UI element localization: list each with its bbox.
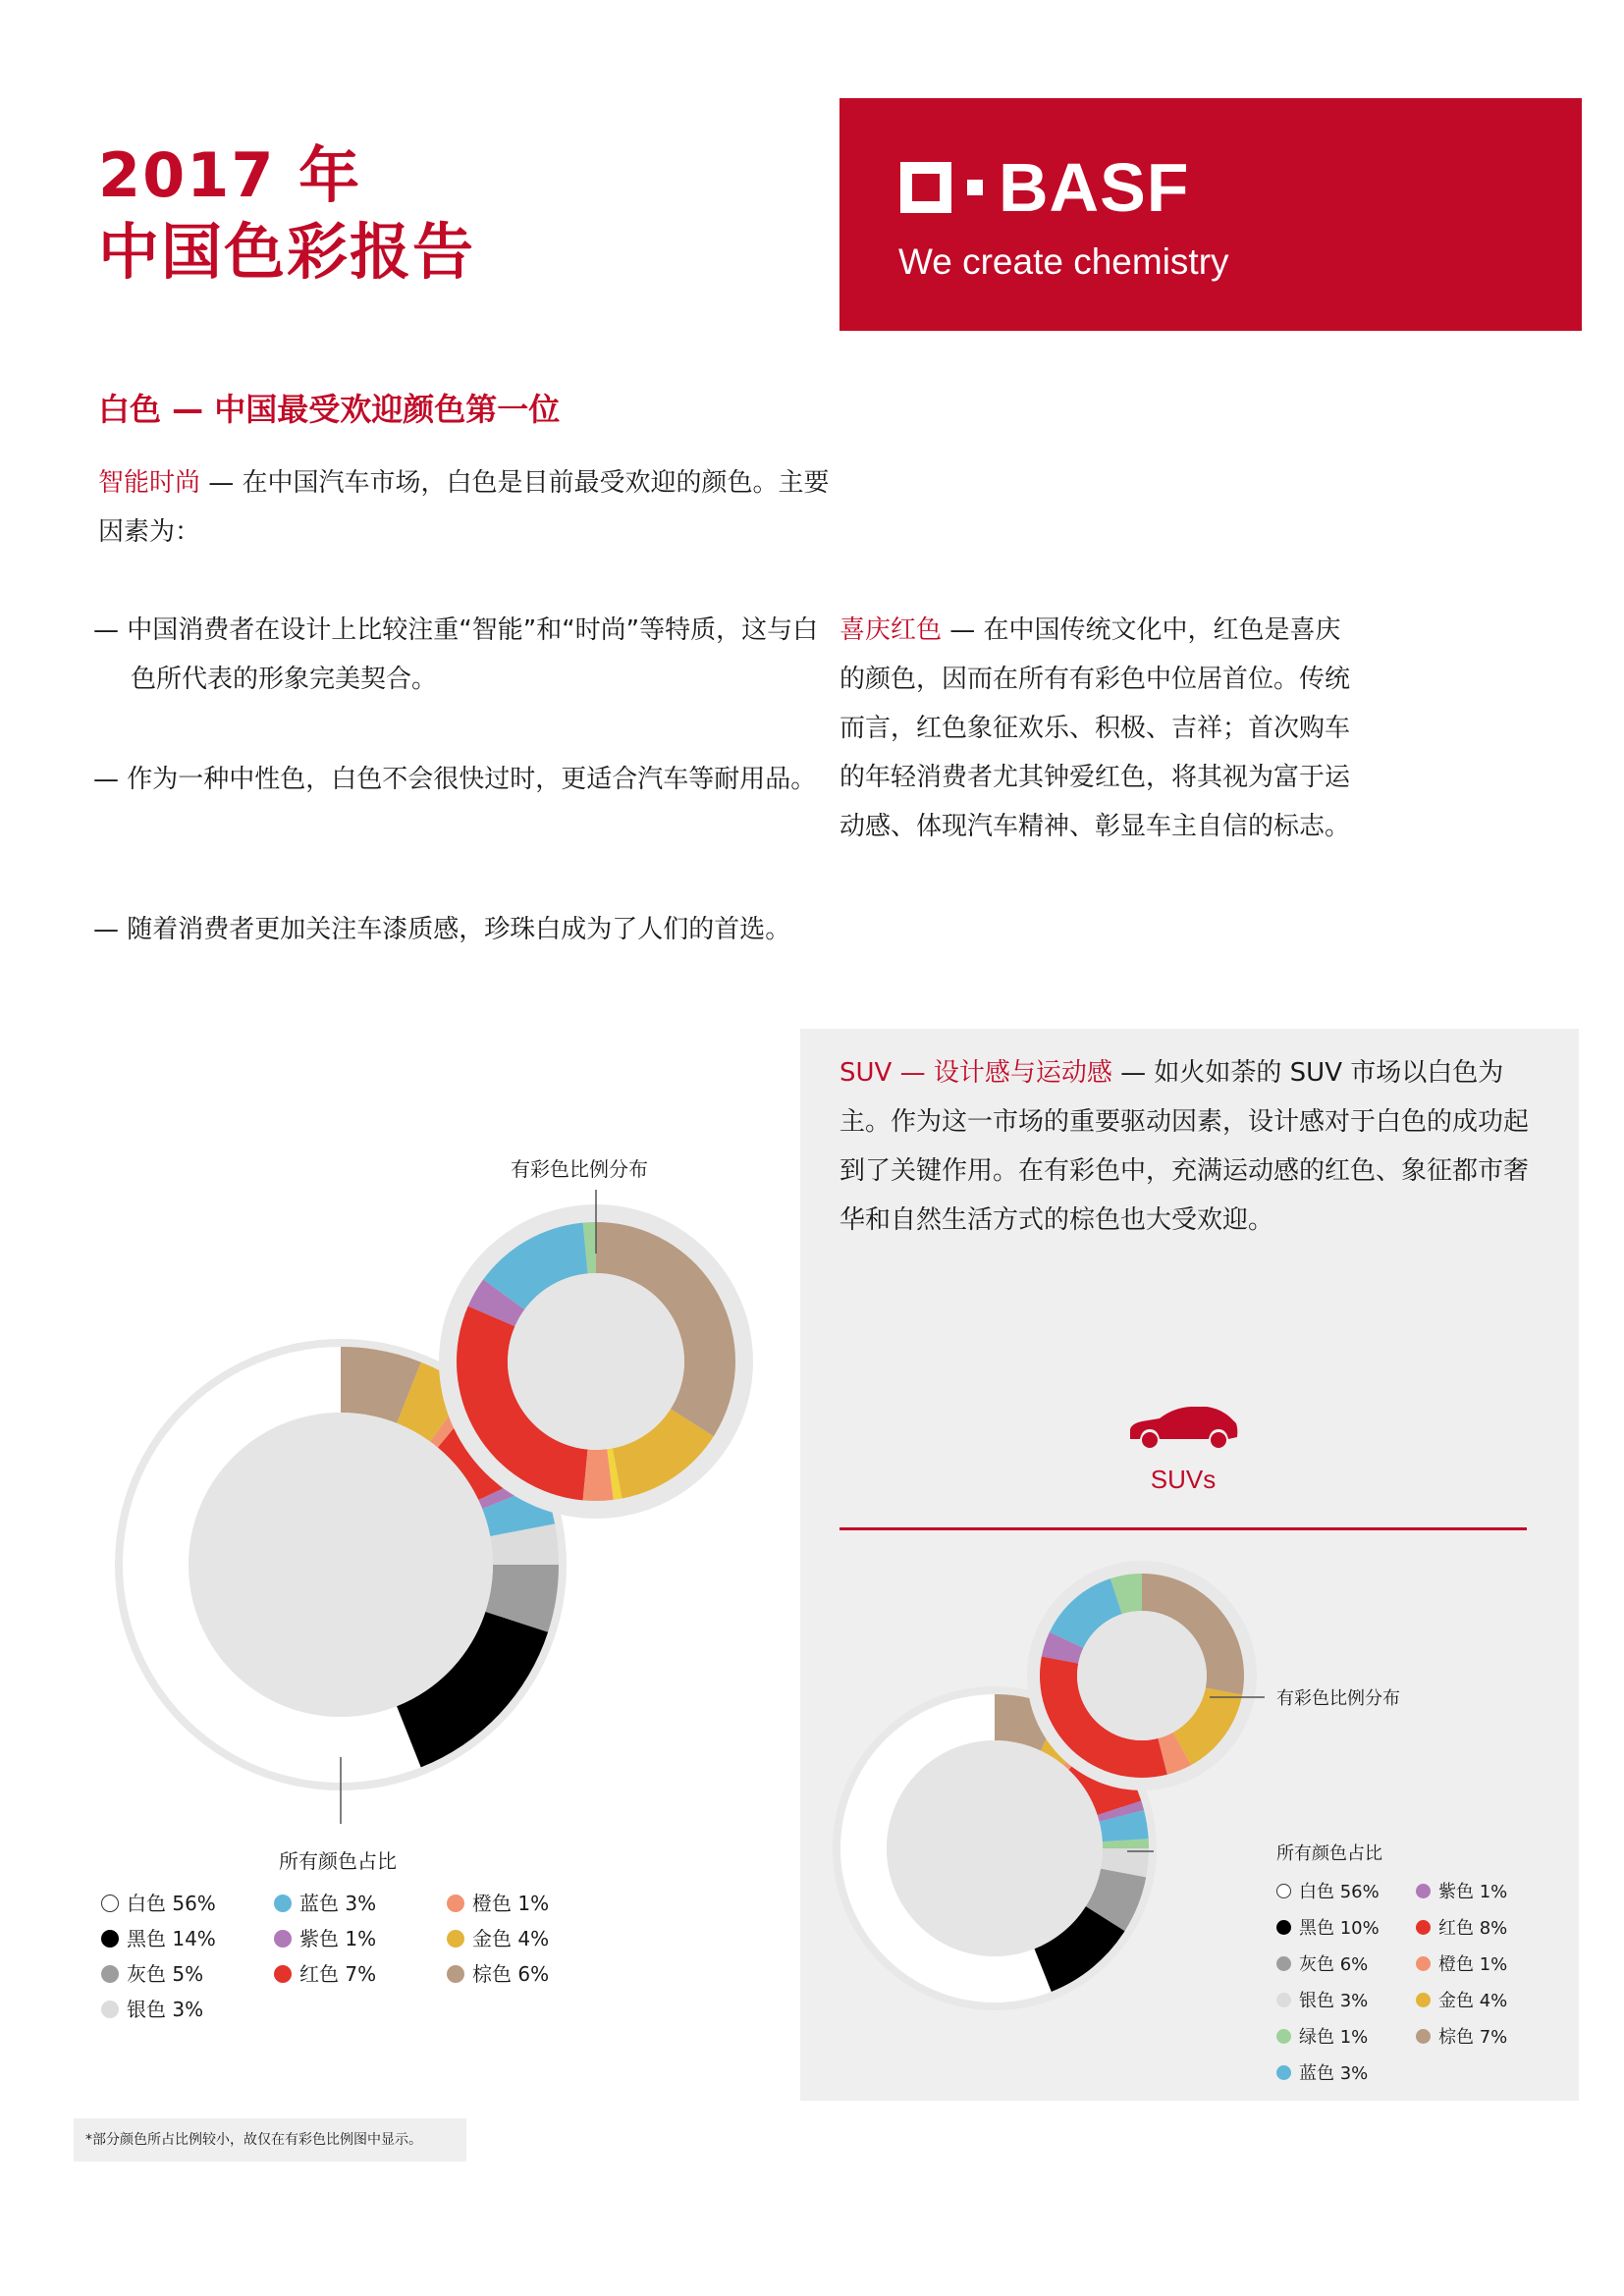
bullet-item: — 中国消费者在设计上比较注重“智能”和“时尚”等特质，这与白色所代表的形象完美契合。 <box>93 615 819 694</box>
legend-item-灰色: 灰色 5% <box>127 1962 204 1986</box>
legend-swatch-绿色 <box>1276 2029 1291 2044</box>
legend-item-蓝色: 蓝色 3% <box>299 1892 377 1915</box>
legend-item-白色: 白色 56% <box>1299 1882 1380 1902</box>
intro-highlight: 智能时尚 <box>98 468 201 498</box>
report-title-year: 2017 年 <box>98 139 362 211</box>
legend-item-蓝色: 蓝色 3% <box>1299 2063 1369 2084</box>
red-highlight: 喜庆红色 <box>839 615 943 645</box>
suv-label: SUVs <box>1150 1465 1217 1494</box>
all-colors-chart-label-1: 所有颜色占比 <box>1276 1843 1382 1864</box>
legend-swatch-白色 <box>1276 1884 1291 1898</box>
legend-swatch-黑色 <box>101 1930 119 1948</box>
logo-wordmark: BASF <box>999 149 1190 226</box>
legend-item-白色: 白色 56% <box>127 1892 216 1915</box>
legend-item-金色: 金色 4% <box>1438 1991 1508 2011</box>
legend-swatch-黑色 <box>1276 1920 1291 1935</box>
legend-swatch-橙色 <box>447 1895 464 1912</box>
all-colors-hole-0 <box>189 1413 493 1717</box>
chromatic-hole-1 <box>1077 1611 1207 1740</box>
legend-item-绿色: 绿色 1% <box>1299 2027 1369 2048</box>
legend-item-黑色: 黑色 14% <box>127 1927 216 1950</box>
legend-swatch-紫色 <box>274 1930 292 1948</box>
legend-item-紫色: 紫色 1% <box>299 1927 377 1950</box>
legend-item-银色: 银色 3% <box>127 1998 204 2021</box>
all-colors-hole-1 <box>887 1740 1103 1956</box>
legend-item-橙色: 橙色 1% <box>472 1892 550 1915</box>
legend-swatch-红色 <box>274 1965 292 1983</box>
legend-swatch-棕色 <box>1416 2029 1431 2044</box>
logo-tagline: We create chemistry <box>898 241 1229 282</box>
red-text: — 在中国传统文化中，红色是喜庆的颜色，因而在所有有彩色中位居首位。传统而言，红色象征欢乐、积极、吉祥；首次购车的年轻消费者尤其钟爱红色，将其视为富于运动感、体现汽车精神、彰显车主自信的标志。 <box>839 615 1351 841</box>
report-title: 中国色彩报告 <box>98 216 476 288</box>
legend-item-红色: 红色 7% <box>299 1962 377 1986</box>
legend-swatch-金色 <box>1416 1993 1431 2007</box>
legend-swatch-银色 <box>101 2001 119 2018</box>
legend-swatch-灰色 <box>101 1965 119 1983</box>
legend-item-金色: 金色 4% <box>472 1927 550 1950</box>
legend-swatch-蓝色 <box>274 1895 292 1912</box>
legend-item-银色: 银色 3% <box>1299 1991 1369 2011</box>
legend-swatch-棕色 <box>447 1965 464 1983</box>
chromatic-chart-label-0: 有彩色比例分布 <box>511 1157 648 1181</box>
suv-highlight: SUV — 设计感与运动感 <box>839 1058 1112 1088</box>
legend-item-红色: 红色 8% <box>1438 1918 1508 1939</box>
bullet-item: — 作为一种中性色，白色不会很快过时，更适合汽车等耐用品。 <box>93 765 817 794</box>
legend-swatch-灰色 <box>1276 1956 1291 1971</box>
legend-swatch-金色 <box>447 1930 464 1948</box>
footnote: *部分颜色所占比例较小，故仅在有彩色比例图中显示。 <box>74 2118 466 2162</box>
legend-item-黑色: 黑色 10% <box>1299 1918 1380 1939</box>
legend-swatch-蓝色 <box>1276 2065 1291 2080</box>
intro-text: — 在中国汽车市场，白色是目前最受欢迎的颜色。主要因素为： <box>98 468 830 547</box>
legend-item-棕色: 棕色 7% <box>1438 2027 1508 2048</box>
bullet-item: — 随着消费者更加关注车漆质感，珍珠白成为了人们的首选。 <box>93 915 791 944</box>
legend-item-灰色: 灰色 6% <box>1299 1954 1369 1975</box>
legend-swatch-白色 <box>101 1895 119 1912</box>
legend-swatch-银色 <box>1276 1993 1291 2007</box>
legend-swatch-红色 <box>1416 1920 1431 1935</box>
legend-item-紫色: 紫色 1% <box>1438 1882 1508 1902</box>
suv-text: — 如火如荼的 SUV 市场以白色为主。作为这一市场的重要驱动因素，设计感对于白色的成功起到了关键作用。在有彩色中，充满运动感的红色、象征都市奢华和自然生活方式的棕色也大受欢迎。 <box>839 1058 1530 1235</box>
legend-item-棕色: 棕色 6% <box>472 1962 550 1986</box>
legend-item-橙色: 橙色 1% <box>1438 1954 1508 1975</box>
chromatic-chart-label-1: 有彩色比例分布 <box>1276 1688 1400 1709</box>
legend-swatch-橙色 <box>1416 1956 1431 1971</box>
all-colors-chart-label-0: 所有颜色占比 <box>279 1849 397 1873</box>
legend-swatch-紫色 <box>1416 1884 1431 1898</box>
section-heading: 白色 — 中国最受欢迎颜色第一位 <box>98 391 561 428</box>
chromatic-hole-0 <box>508 1273 684 1450</box>
